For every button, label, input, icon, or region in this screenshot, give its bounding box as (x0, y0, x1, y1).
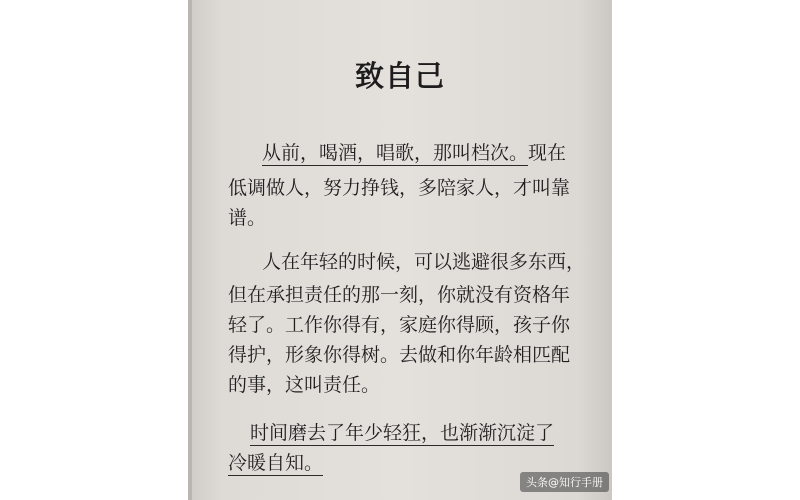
paragraph-3-line-2 (228, 451, 323, 475)
paragraph-2-line-4: 得护，形象你得树。去做和你年龄相匹配 (228, 344, 571, 366)
paragraph-2-line-2: 但在承担责任的那一刻，你就没有资格年 (228, 284, 571, 306)
paragraph-1-line-2: 低调做人，努力挣钱，多陪家人，才叫靠 (228, 177, 571, 199)
paragraph-2-line-3: 轻了。工作你得有，家庭你得顾，孩子你 (228, 314, 571, 336)
paragraph-2-line-5: 的事，这叫责任。 (228, 374, 381, 396)
underlined-text: 从前，喝酒，唱歌，那叫档次。 (262, 142, 529, 164)
book-page (188, 0, 612, 500)
plain-text: 现在 (528, 142, 567, 164)
underlined-text: 冷暖自知。 (228, 452, 324, 474)
underlined-text: 时间磨去了年少轻狂，也渐渐沉淀了 (250, 422, 555, 444)
paragraph-1-line-1 (262, 141, 566, 165)
paragraph-2-line-1: 人在年轻的时候，可以逃避很多东西， (262, 251, 586, 273)
watermark-label: 头条@知行手册 (520, 472, 609, 492)
page-title: 致自己 (354, 59, 445, 93)
paragraph-1-line-3: 谱。 (228, 207, 267, 229)
paragraph-3-line-1 (250, 421, 554, 445)
